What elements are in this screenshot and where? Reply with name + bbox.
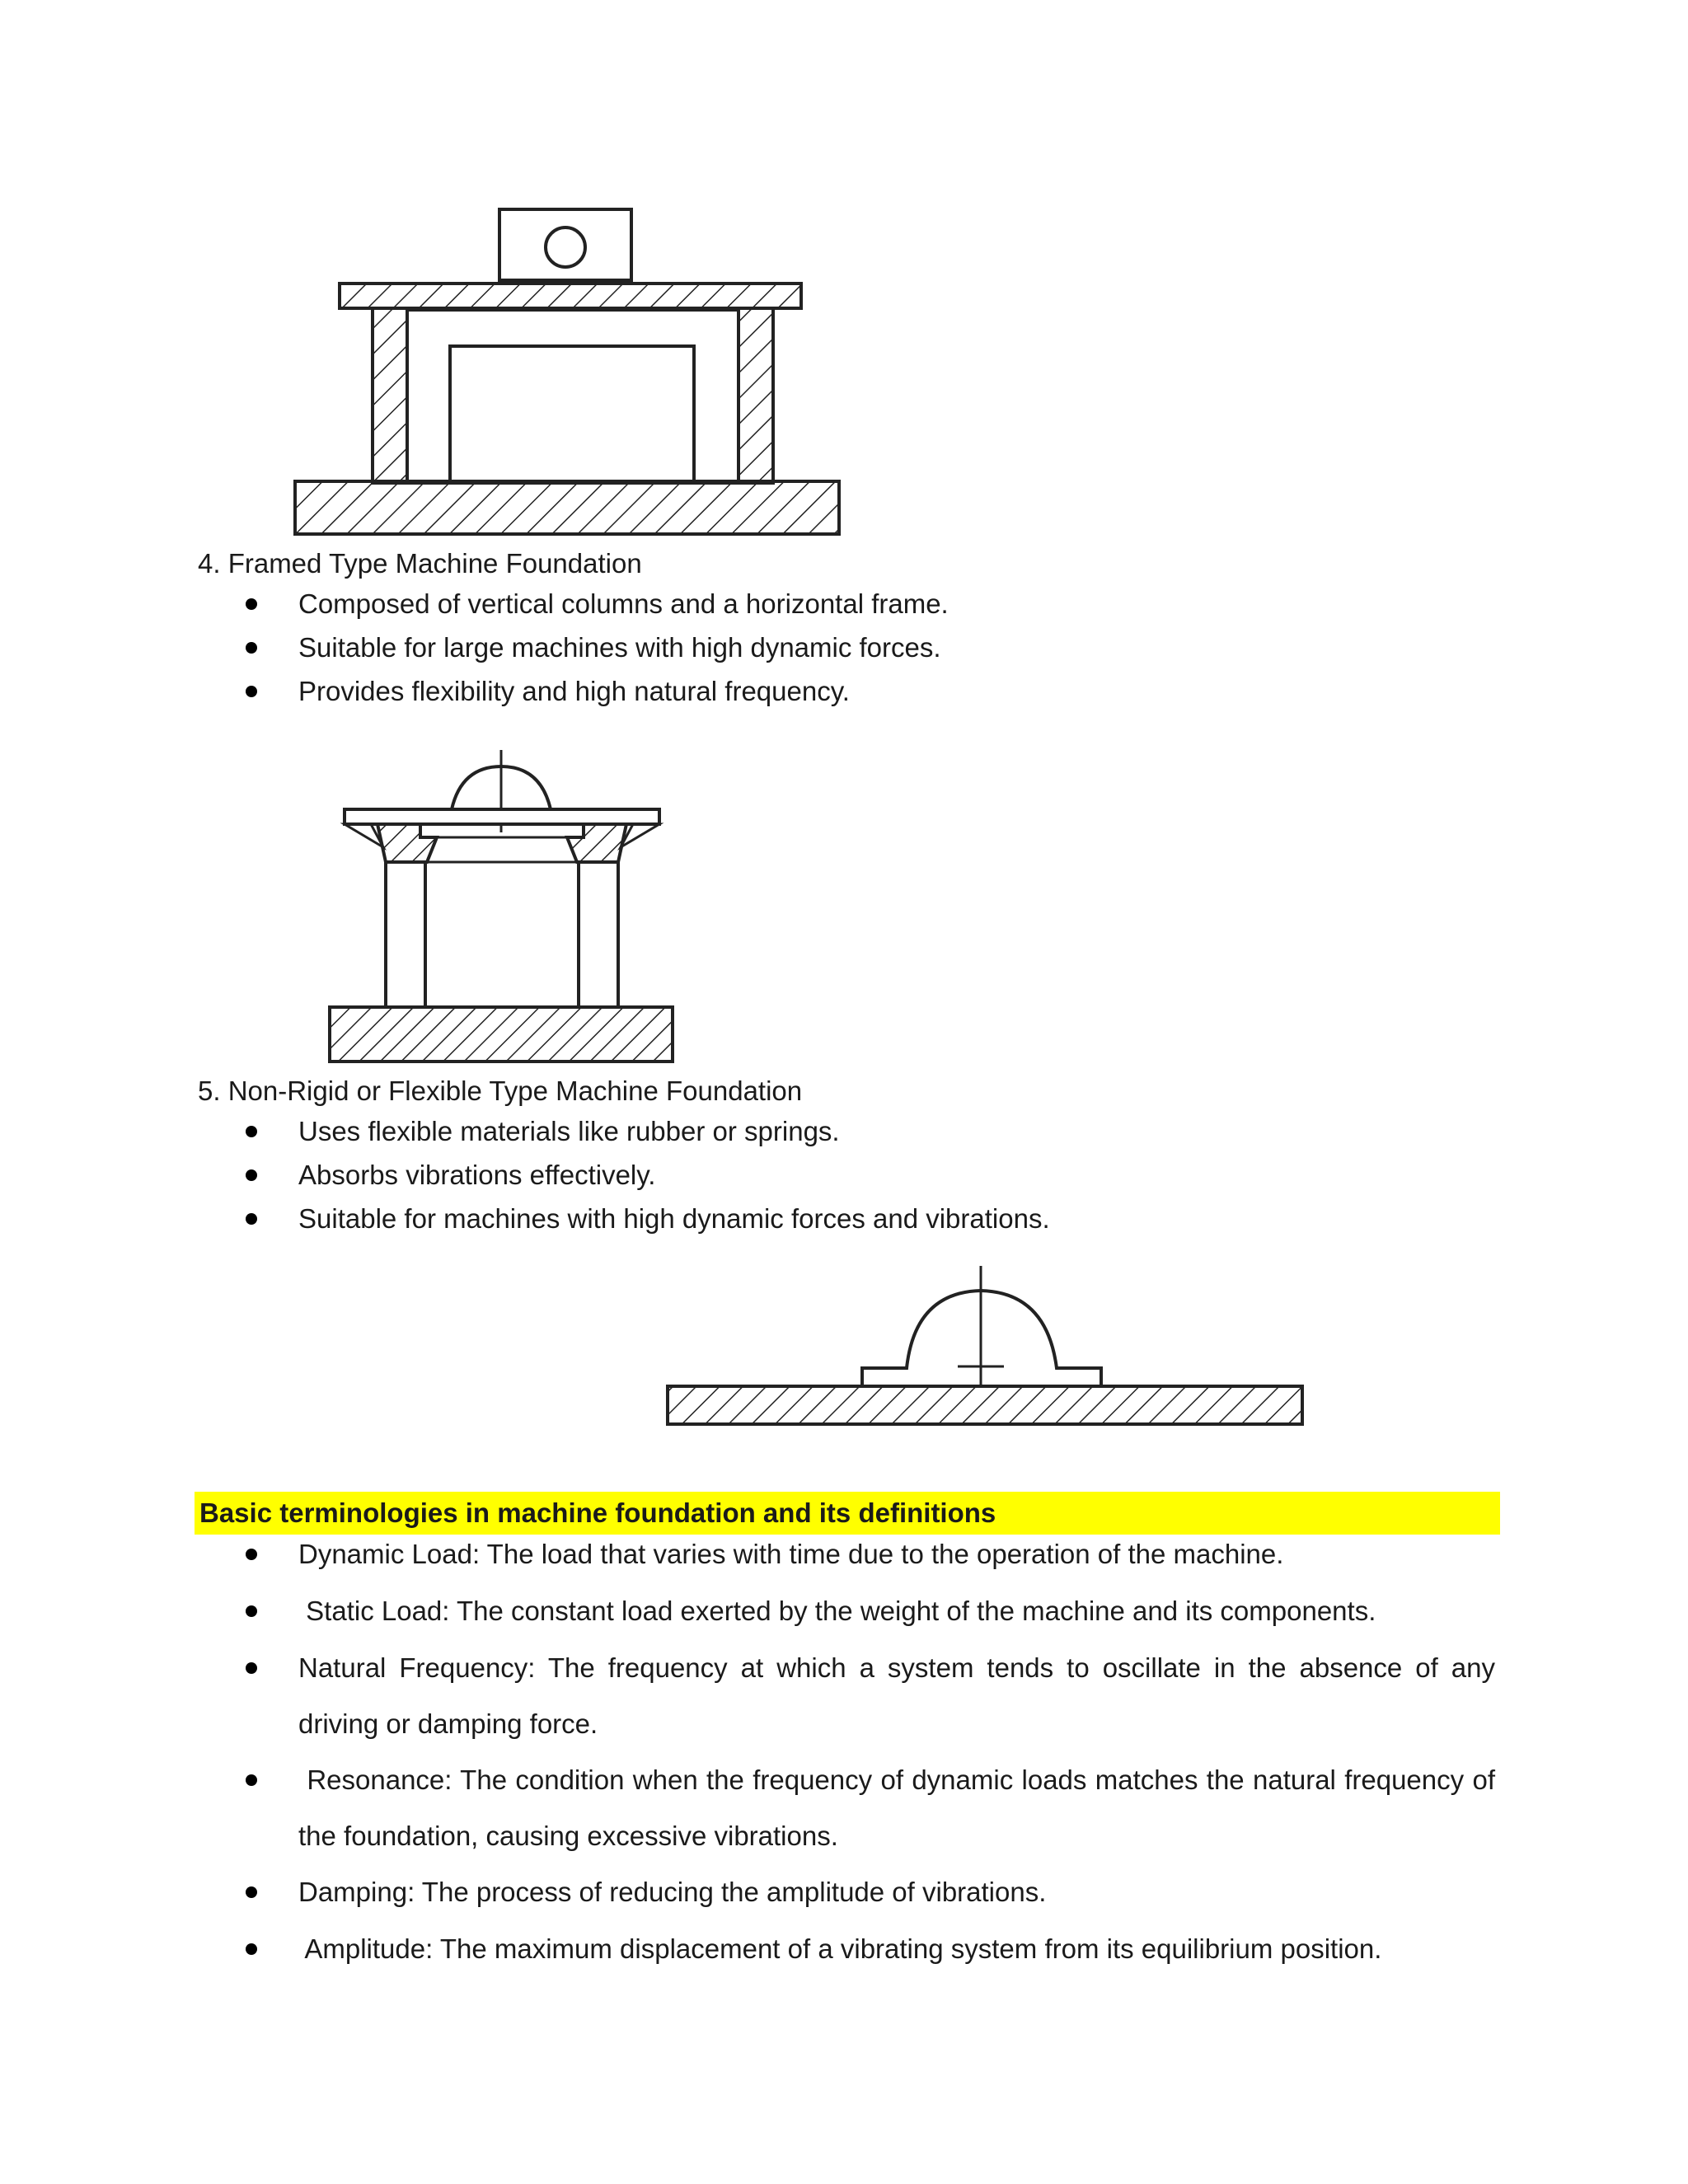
bullet-icon bbox=[246, 1943, 257, 1955]
bullet-icon bbox=[246, 1126, 257, 1137]
section-heading: 5. Non-Rigid or Flexible Type Machine Foundation bbox=[198, 1076, 803, 1106]
bullet-icon bbox=[246, 1662, 257, 1674]
bullet-icon bbox=[246, 1605, 257, 1617]
block-foundation-diagram bbox=[659, 1259, 1311, 1432]
section-heading: 4. Framed Type Machine Foundation bbox=[198, 548, 642, 579]
bullet-icon bbox=[246, 642, 257, 654]
bullet-icon bbox=[246, 598, 257, 610]
flexible-foundation-diagram bbox=[321, 742, 684, 1071]
bullet-icon bbox=[246, 1169, 257, 1181]
bullet-icon bbox=[246, 1213, 257, 1225]
bullet-icon bbox=[246, 1774, 257, 1786]
terminology-title: Basic terminologies in machine foundation and its definitions bbox=[199, 1497, 996, 1528]
document-page: 4. Framed Type Machine Foundation Composed of vertical columns and a horizontal frame. Suitable for large machines with high dynamic forces. Provides flexibility and high natural frequency. 5. Non-Rigid or Flexible Type Machine Foundation Uses flexible materials like rubber or springs. Absorbs vibrations effectively. Suitable for machines with high dynamic forces and vibrations. Basic terminologies in machine foundation and its definitions Dynamic Load: The load that varies with time due to the operation of the machine. Static Load: The constant load exerted by the weight of the machine and its components. Natural Frequency: The frequency at which a system tends to oscillate in the absence of any driving or damping force. Resonance: The condition when the frequency of dynamic loads matches the natural frequency of the foundation, causing excessive vibrations. Damping: The process of reducing the amplitude of vibrations. Amplitude: The maximum displacement of a vibrating system from its equilibrium position. bbox=[0, 0, 1688, 2184]
framed-foundation-diagram bbox=[280, 190, 857, 544]
bullet-icon bbox=[246, 1549, 257, 1560]
bullet-icon bbox=[246, 1886, 257, 1898]
bullet-icon bbox=[246, 686, 257, 697]
